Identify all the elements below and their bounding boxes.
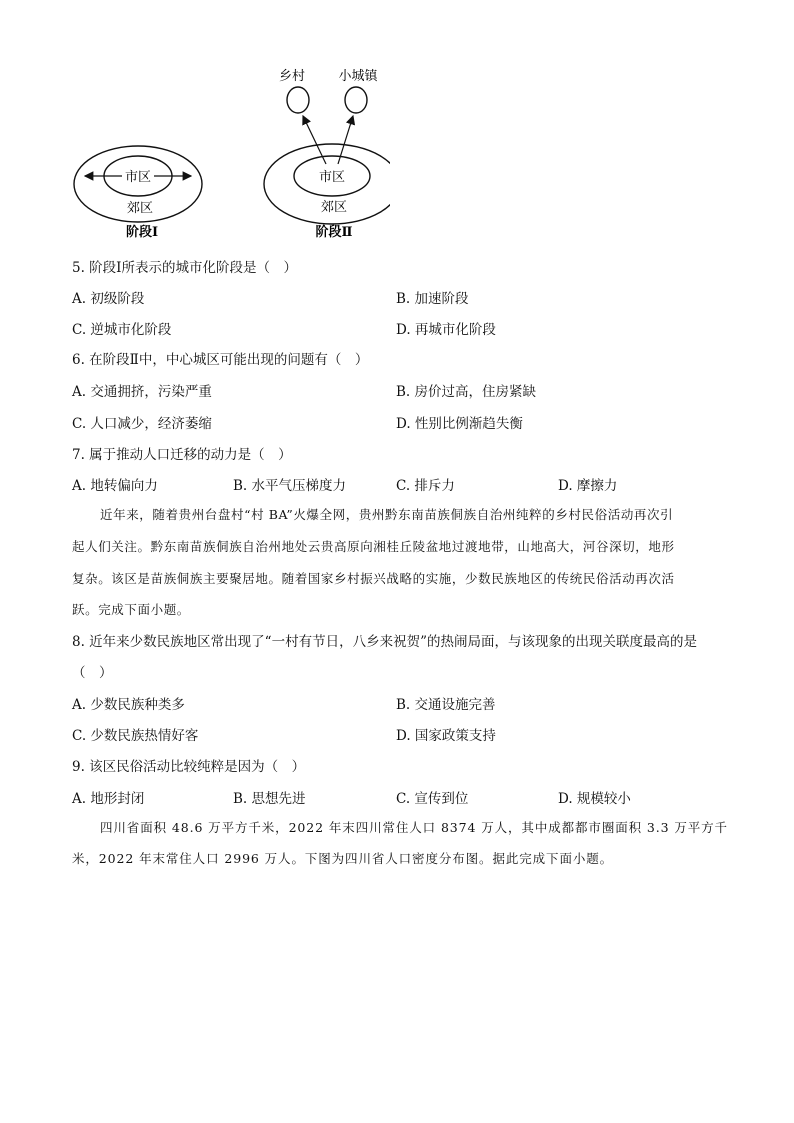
q7-option-c: C. 排斥力 bbox=[396, 478, 455, 494]
question-9-stem: 9. 该区民俗活动比较纯粹是因为（ ） bbox=[72, 759, 306, 775]
question-8-stem-cont: （ ） bbox=[72, 665, 113, 681]
q9-option-d: D. 规模较小 bbox=[558, 791, 631, 807]
question-5-stem: 5. 阶段Ⅰ所表示的城市化阶段是（ ） bbox=[72, 260, 298, 276]
stage2-caption: 阶段Ⅱ bbox=[315, 225, 353, 240]
q7-option-b: B. 水平气压梯度力 bbox=[233, 478, 347, 494]
q6-option-c: C. 人口减少，经济萎缩 bbox=[72, 416, 212, 432]
q9-option-b: B. 思想先进 bbox=[233, 791, 306, 807]
passage-2-line-1: 四川省面积 48.6 万平方千米，2022 年末四川常住人口 8374 万人，其中成都都市圈面积 3.3 万平方千 bbox=[100, 820, 728, 835]
q8-option-b: B. 交通设施完善 bbox=[396, 697, 496, 713]
stage1-inner-label: 市区 bbox=[124, 170, 152, 185]
stage2-outer-label: 郊区 bbox=[320, 200, 348, 215]
question-6-stem: 6. 在阶段Ⅱ中，中心城区可能出现的问题有（ ） bbox=[72, 352, 369, 368]
village-label: 乡村 bbox=[278, 69, 306, 84]
stage1-outer-label: 郊区 bbox=[126, 201, 154, 216]
passage-1-line-3: 复杂。该区是苗族侗族主要聚居地。随着国家乡村振兴战略的实施，少数民族地区的传统民俗活动再次活 bbox=[72, 571, 675, 586]
passage-1-line-2: 起人们关注。黔东南苗族侗族自治州地处云贵高原向湘桂丘陵盆地过渡地带，山地高大，河谷深切，地形 bbox=[72, 539, 675, 554]
q5-option-a: A. 初级阶段 bbox=[72, 291, 145, 307]
q5-option-d: D. 再城市化阶段 bbox=[396, 322, 496, 338]
q8-option-d: D. 国家政策支持 bbox=[396, 728, 496, 744]
passage-1-line-1: 近年来，随着贵州台盘村“村 BA”火爆全网，贵州黔东南苗族侗族自治州纯粹的乡村民俗活动再次引 bbox=[100, 507, 674, 522]
stage2-inner-label: 市区 bbox=[318, 170, 346, 185]
q9-option-c: C. 宣传到位 bbox=[396, 791, 469, 807]
stage1-caption: 阶段Ⅰ bbox=[125, 225, 159, 240]
q8-option-c: C. 少数民族热情好客 bbox=[72, 728, 199, 744]
question-8-stem: 8. 近年来少数民族地区常出现了“一村有节日，八乡来祝贺”的热闹局面，与该现象的出现关联度最高的是 bbox=[72, 634, 697, 650]
arrow-to-village bbox=[303, 116, 326, 164]
question-7-stem: 7. 属于推动人口迁移的动力是（ ） bbox=[72, 447, 292, 463]
q7-option-d: D. 摩擦力 bbox=[558, 478, 618, 494]
passage-2-line-2: 米，2022 年末常住人口 2996 万人。下图为四川省人口密度分布图。据此完成下面小题。 bbox=[72, 851, 614, 866]
q6-option-a: A. 交通拥挤，污染严重 bbox=[72, 384, 212, 400]
q8-option-a: A. 少数民族种类多 bbox=[72, 697, 185, 713]
q9-option-a: A. 地形封闭 bbox=[72, 791, 145, 807]
passage-1-line-4: 跃。完成下面小题。 bbox=[72, 602, 190, 617]
q5-option-b: B. 加速阶段 bbox=[396, 291, 469, 307]
small-town-circle bbox=[345, 87, 367, 113]
q6-option-d: D. 性别比例渐趋失衡 bbox=[396, 416, 523, 432]
small-town-label: 小城镇 bbox=[338, 69, 378, 84]
q5-option-c: C. 逆城市化阶段 bbox=[72, 322, 172, 338]
village-circle bbox=[287, 87, 309, 113]
q7-option-a: A. 地转偏向力 bbox=[72, 478, 158, 494]
urbanization-stage-diagram bbox=[70, 60, 390, 245]
q6-option-b: B. 房价过高，住房紧缺 bbox=[396, 384, 537, 400]
